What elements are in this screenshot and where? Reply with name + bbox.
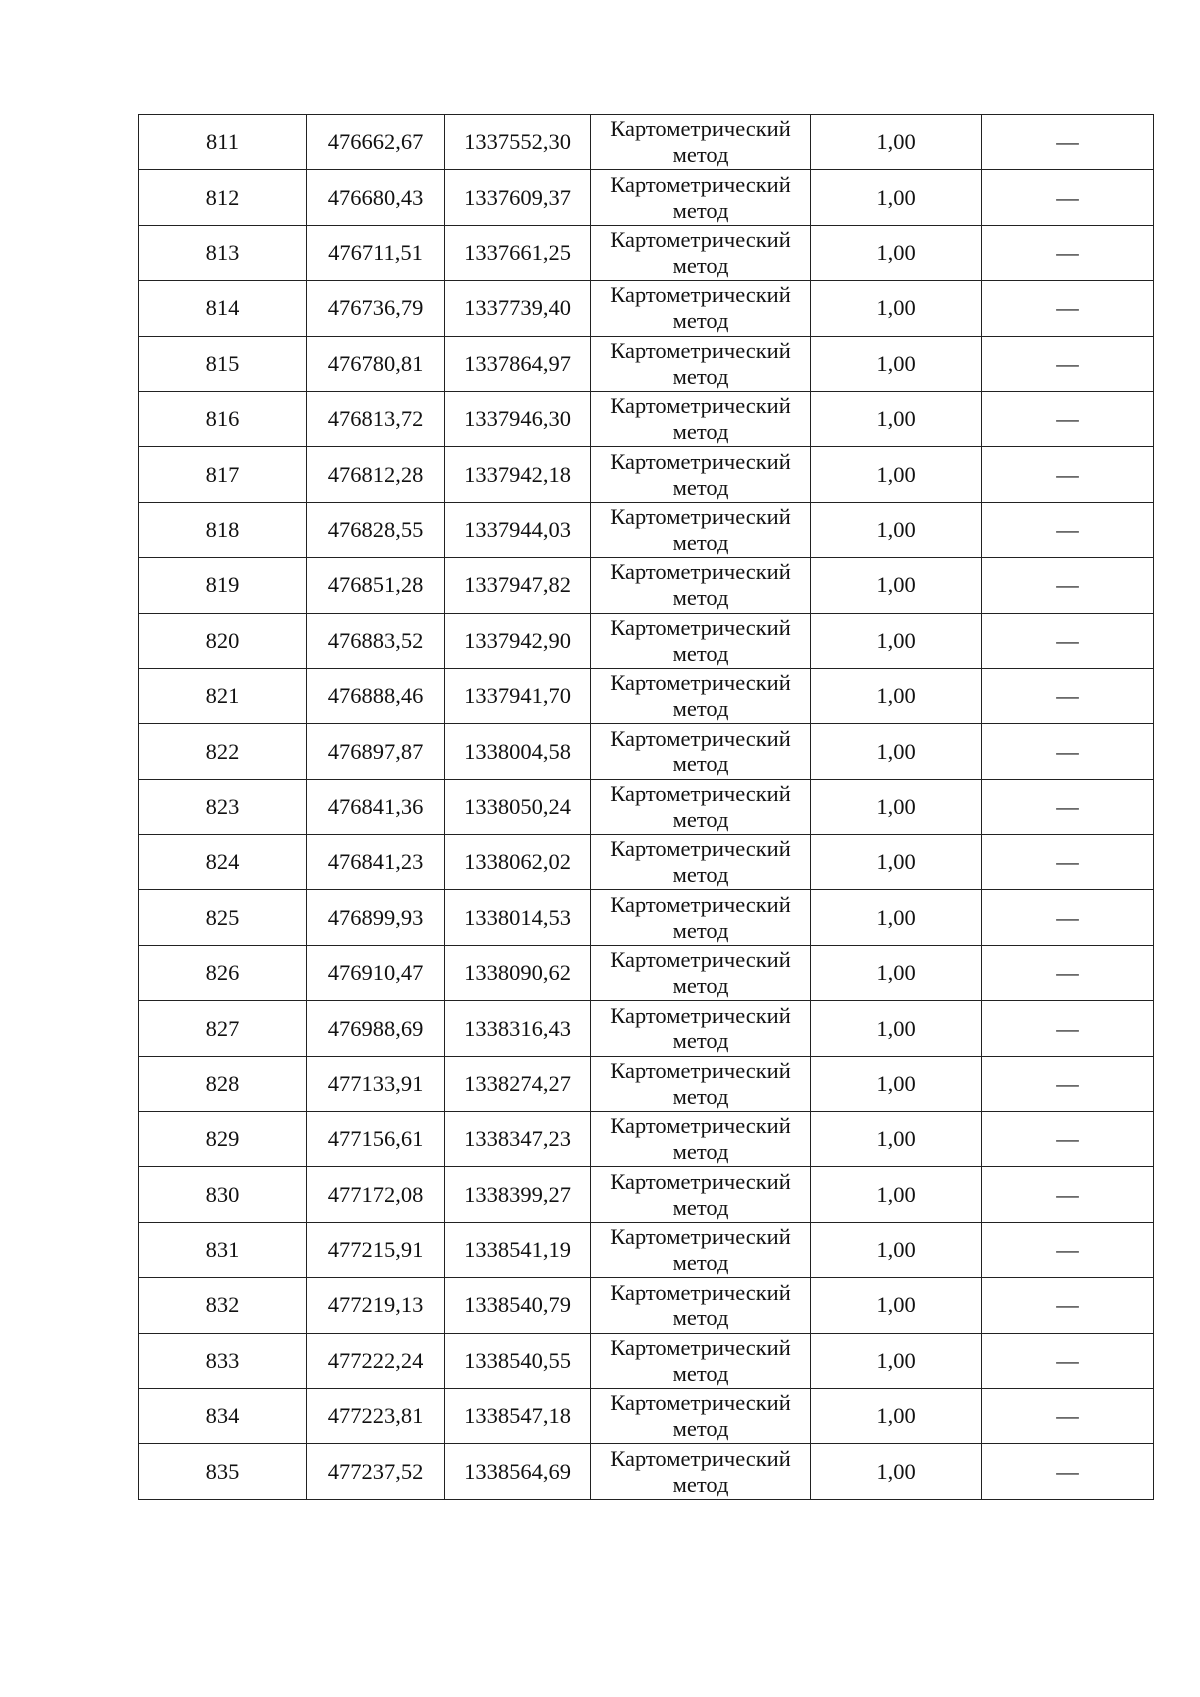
x-coordinate-cell: 476711,51	[307, 225, 445, 280]
accuracy-cell: 1,00	[811, 1278, 982, 1333]
method-text-line: Картометрический	[610, 227, 791, 253]
method-cell	[591, 502, 811, 557]
note-cell	[982, 1333, 1154, 1388]
table-row	[139, 668, 1154, 723]
method-cell	[591, 1056, 811, 1111]
method-text-line: Картометрический	[610, 725, 791, 751]
x-coordinate-cell: 476897,87	[307, 724, 445, 779]
table-row	[139, 502, 1154, 557]
dash-mark: —	[1056, 184, 1079, 210]
x-coordinate-cell: 476680,43	[307, 170, 445, 225]
note-cell	[982, 447, 1154, 502]
method-text-line: Картометрический	[610, 1224, 791, 1250]
note-cell	[982, 225, 1154, 280]
x-coordinate-cell: 476883,52	[307, 613, 445, 668]
table-row	[139, 613, 1154, 668]
dash-mark: —	[1056, 461, 1079, 487]
method-text-line: метод	[672, 1028, 729, 1054]
method-text-line: метод	[672, 1139, 729, 1165]
y-coordinate-cell: 1338541,19	[445, 1222, 591, 1277]
y-coordinate-cell: 1338050,24	[445, 779, 591, 834]
accuracy-cell: 1,00	[811, 613, 982, 668]
dash-mark: —	[1056, 129, 1079, 155]
dash-mark: —	[1056, 1458, 1079, 1484]
method-text-line: Картометрический	[610, 1168, 791, 1194]
table-row	[139, 1444, 1154, 1499]
method-cell	[591, 945, 811, 1000]
method-text-line: метод	[672, 1194, 729, 1220]
point-number-cell: 826	[139, 945, 307, 1000]
method-text-line: Картометрический	[610, 947, 791, 973]
x-coordinate-cell: 476780,81	[307, 336, 445, 391]
table-row	[139, 447, 1154, 502]
method-cell	[591, 1001, 811, 1056]
method-cell	[591, 1388, 811, 1443]
accuracy-cell: 1,00	[811, 115, 982, 170]
dash-mark: —	[1056, 406, 1079, 432]
y-coordinate-cell: 1338062,02	[445, 835, 591, 890]
point-number-cell: 818	[139, 502, 307, 557]
table-row	[139, 336, 1154, 391]
y-coordinate-cell: 1338564,69	[445, 1444, 591, 1499]
table-row	[139, 170, 1154, 225]
method-text-line: метод	[672, 751, 729, 777]
accuracy-cell: 1,00	[811, 170, 982, 225]
method-cell	[591, 225, 811, 280]
method-text-line: Картометрический	[610, 1334, 791, 1360]
y-coordinate-cell: 1337947,82	[445, 558, 591, 613]
method-text-line: метод	[672, 1360, 729, 1386]
accuracy-cell: 1,00	[811, 225, 982, 280]
x-coordinate-cell: 477223,81	[307, 1388, 445, 1443]
table-row	[139, 1167, 1154, 1222]
table-row	[139, 945, 1154, 1000]
accuracy-cell: 1,00	[811, 1001, 982, 1056]
method-cell	[591, 1444, 811, 1499]
method-text-line: метод	[672, 1250, 729, 1275]
note-cell	[982, 890, 1154, 945]
table-row	[139, 1388, 1154, 1443]
note-cell	[982, 1444, 1154, 1499]
point-number-cell: 828	[139, 1056, 307, 1111]
accuracy-cell: 1,00	[811, 336, 982, 391]
dash-mark: —	[1056, 516, 1079, 542]
y-coordinate-cell: 1338547,18	[445, 1388, 591, 1443]
table-row	[139, 779, 1154, 834]
method-text-line: метод	[672, 142, 729, 168]
method-cell	[591, 1278, 811, 1333]
y-coordinate-cell: 1337609,37	[445, 170, 591, 225]
x-coordinate-cell: 476988,69	[307, 1001, 445, 1056]
dash-mark: —	[1056, 1070, 1079, 1096]
accuracy-cell: 1,00	[811, 1222, 982, 1277]
table-row	[139, 890, 1154, 945]
point-number-cell: 830	[139, 1167, 307, 1222]
point-number-cell: 835	[139, 1444, 307, 1499]
y-coordinate-cell: 1337944,03	[445, 502, 591, 557]
method-text-line: Картометрический	[610, 559, 791, 585]
x-coordinate-cell: 476828,55	[307, 502, 445, 557]
note-cell	[982, 558, 1154, 613]
point-number-cell: 816	[139, 391, 307, 446]
method-text-line: метод	[672, 917, 729, 943]
note-cell	[982, 1001, 1154, 1056]
method-text-line: Картометрический	[610, 171, 791, 197]
y-coordinate-cell: 1337946,30	[445, 391, 591, 446]
x-coordinate-cell: 476899,93	[307, 890, 445, 945]
dash-mark: —	[1056, 1292, 1079, 1318]
table-row	[139, 1001, 1154, 1056]
dash-mark: —	[1056, 627, 1079, 653]
y-coordinate-cell: 1337739,40	[445, 281, 591, 336]
table-row	[139, 1333, 1154, 1388]
dash-mark: —	[1056, 1181, 1079, 1207]
note-cell	[982, 724, 1154, 779]
y-coordinate-cell: 1337942,18	[445, 447, 591, 502]
y-coordinate-cell: 1338399,27	[445, 1167, 591, 1222]
point-number-cell: 829	[139, 1112, 307, 1167]
point-number-cell: 831	[139, 1222, 307, 1277]
method-text-line: Картометрический	[610, 891, 791, 917]
method-cell	[591, 391, 811, 446]
note-cell	[982, 613, 1154, 668]
method-text-line: Картометрический	[610, 1279, 791, 1305]
method-text-line: метод	[672, 363, 729, 389]
method-cell	[591, 558, 811, 613]
dash-mark: —	[1056, 350, 1079, 376]
accuracy-cell: 1,00	[811, 558, 982, 613]
x-coordinate-cell: 477172,08	[307, 1167, 445, 1222]
accuracy-cell: 1,00	[811, 1112, 982, 1167]
method-cell	[591, 1222, 811, 1277]
method-text-line: Картометрический	[610, 1390, 791, 1416]
point-number-cell: 811	[139, 115, 307, 170]
table-row	[139, 225, 1154, 280]
table-row	[139, 115, 1154, 170]
method-text-line: Картометрический	[610, 116, 791, 142]
accuracy-cell: 1,00	[811, 502, 982, 557]
table-row	[139, 391, 1154, 446]
note-cell	[982, 1222, 1154, 1277]
method-text-line: Картометрический	[610, 1445, 791, 1471]
method-text-line: метод	[672, 1471, 729, 1497]
method-text-line: метод	[672, 1083, 729, 1109]
method-text-line: Картометрический	[610, 1002, 791, 1028]
x-coordinate-cell: 477219,13	[307, 1278, 445, 1333]
method-text-line: метод	[672, 197, 729, 223]
x-coordinate-cell: 477222,24	[307, 1333, 445, 1388]
accuracy-cell: 1,00	[811, 890, 982, 945]
x-coordinate-cell: 476841,23	[307, 835, 445, 890]
method-text-line: Картометрический	[610, 670, 791, 696]
method-cell	[591, 1333, 811, 1388]
method-text-line: Картометрический	[610, 1113, 791, 1139]
dash-mark: —	[1056, 960, 1079, 986]
point-number-cell: 820	[139, 613, 307, 668]
note-cell	[982, 1278, 1154, 1333]
y-coordinate-cell: 1338347,23	[445, 1112, 591, 1167]
method-cell	[591, 281, 811, 336]
accuracy-cell: 1,00	[811, 391, 982, 446]
note-cell	[982, 835, 1154, 890]
accuracy-cell: 1,00	[811, 945, 982, 1000]
accuracy-cell: 1,00	[811, 1056, 982, 1111]
point-number-cell: 812	[139, 170, 307, 225]
note-cell	[982, 1112, 1154, 1167]
note-cell	[982, 170, 1154, 225]
method-text-line: метод	[672, 1305, 729, 1331]
note-cell	[982, 945, 1154, 1000]
dash-mark: —	[1056, 1403, 1079, 1429]
point-number-cell: 821	[139, 668, 307, 723]
y-coordinate-cell: 1337864,97	[445, 336, 591, 391]
table-row	[139, 835, 1154, 890]
table-row	[139, 1222, 1154, 1277]
x-coordinate-cell: 476812,28	[307, 447, 445, 502]
x-coordinate-cell: 477156,61	[307, 1112, 445, 1167]
method-cell	[591, 1112, 811, 1167]
y-coordinate-cell: 1337942,90	[445, 613, 591, 668]
y-coordinate-cell: 1338004,58	[445, 724, 591, 779]
point-number-cell: 834	[139, 1388, 307, 1443]
dash-mark: —	[1056, 1347, 1079, 1373]
x-coordinate-cell: 476888,46	[307, 668, 445, 723]
accuracy-cell: 1,00	[811, 1444, 982, 1499]
method-text-line: Картометрический	[610, 781, 791, 806]
x-coordinate-cell: 477237,52	[307, 1444, 445, 1499]
note-cell	[982, 391, 1154, 446]
accuracy-cell: 1,00	[811, 447, 982, 502]
method-text-line: метод	[672, 806, 729, 832]
x-coordinate-cell: 476736,79	[307, 281, 445, 336]
method-text-line: Картометрический	[610, 1057, 791, 1083]
note-cell	[982, 779, 1154, 834]
method-text-line: Картометрический	[610, 614, 791, 640]
method-cell	[591, 668, 811, 723]
method-cell	[591, 835, 811, 890]
method-cell	[591, 890, 811, 945]
method-cell	[591, 115, 811, 170]
point-number-cell: 815	[139, 336, 307, 391]
method-text-line: Картометрический	[610, 836, 791, 862]
method-text-line: метод	[672, 640, 729, 666]
method-text-line: метод	[672, 419, 729, 445]
method-text-line: Картометрический	[610, 448, 791, 474]
dash-mark: —	[1056, 1237, 1079, 1263]
note-cell	[982, 1388, 1154, 1443]
x-coordinate-cell: 477215,91	[307, 1222, 445, 1277]
y-coordinate-cell: 1337661,25	[445, 225, 591, 280]
dash-mark: —	[1056, 1015, 1079, 1041]
method-cell	[591, 1167, 811, 1222]
method-text-line: Картометрический	[610, 337, 791, 363]
method-cell	[591, 613, 811, 668]
note-cell	[982, 336, 1154, 391]
method-text-line: метод	[672, 1416, 729, 1442]
table-row	[139, 724, 1154, 779]
x-coordinate-cell: 476813,72	[307, 391, 445, 446]
method-cell	[591, 336, 811, 391]
point-number-cell: 822	[139, 724, 307, 779]
point-number-cell: 814	[139, 281, 307, 336]
table-row	[139, 1056, 1154, 1111]
y-coordinate-cell: 1338090,62	[445, 945, 591, 1000]
y-coordinate-cell: 1337941,70	[445, 668, 591, 723]
y-coordinate-cell: 1338274,27	[445, 1056, 591, 1111]
y-coordinate-cell: 1338540,79	[445, 1278, 591, 1333]
dash-mark: —	[1056, 295, 1079, 321]
accuracy-cell: 1,00	[811, 779, 982, 834]
note-cell	[982, 281, 1154, 336]
point-number-cell: 832	[139, 1278, 307, 1333]
method-text-line: метод	[672, 585, 729, 611]
accuracy-cell: 1,00	[811, 1333, 982, 1388]
accuracy-cell: 1,00	[811, 1388, 982, 1443]
note-cell	[982, 668, 1154, 723]
method-cell	[591, 447, 811, 502]
dash-mark: —	[1056, 1126, 1079, 1152]
accuracy-cell: 1,00	[811, 724, 982, 779]
x-coordinate-cell: 476841,36	[307, 779, 445, 834]
y-coordinate-cell: 1338014,53	[445, 890, 591, 945]
x-coordinate-cell: 476851,28	[307, 558, 445, 613]
x-coordinate-cell: 477133,91	[307, 1056, 445, 1111]
note-cell	[982, 1056, 1154, 1111]
x-coordinate-cell: 476910,47	[307, 945, 445, 1000]
dash-mark: —	[1056, 793, 1079, 819]
table-row	[139, 1112, 1154, 1167]
accuracy-cell: 1,00	[811, 1167, 982, 1222]
note-cell	[982, 1167, 1154, 1222]
accuracy-cell: 1,00	[811, 281, 982, 336]
point-number-cell: 825	[139, 890, 307, 945]
method-text-line: метод	[672, 474, 729, 500]
point-number-cell: 813	[139, 225, 307, 280]
table-row	[139, 281, 1154, 336]
method-text-line: метод	[672, 529, 729, 555]
table-row	[139, 558, 1154, 613]
point-number-cell: 823	[139, 779, 307, 834]
point-number-cell: 827	[139, 1001, 307, 1056]
method-text-line: метод	[672, 252, 729, 278]
y-coordinate-cell: 1337552,30	[445, 115, 591, 170]
point-number-cell: 817	[139, 447, 307, 502]
method-text-line: метод	[672, 308, 729, 334]
dash-mark: —	[1056, 904, 1079, 930]
method-text-line: Картометрический	[610, 504, 791, 530]
method-text-line: метод	[672, 862, 729, 888]
dash-mark: —	[1056, 738, 1079, 764]
dash-mark: —	[1056, 849, 1079, 875]
method-cell	[591, 170, 811, 225]
table-body	[139, 115, 1154, 1500]
method-text-line: метод	[672, 973, 729, 999]
method-text-line: метод	[672, 696, 729, 722]
point-number-cell: 819	[139, 558, 307, 613]
coordinates-table	[138, 114, 1154, 1500]
point-number-cell: 833	[139, 1333, 307, 1388]
method-text-line: Картометрический	[610, 282, 791, 308]
point-number-cell: 824	[139, 835, 307, 890]
x-coordinate-cell: 476662,67	[307, 115, 445, 170]
dash-mark: —	[1056, 572, 1079, 598]
method-cell	[591, 779, 811, 834]
y-coordinate-cell: 1338540,55	[445, 1333, 591, 1388]
method-text-line: Картометрический	[610, 393, 791, 419]
accuracy-cell: 1,00	[811, 835, 982, 890]
dash-mark: —	[1056, 683, 1079, 709]
dash-mark: —	[1056, 240, 1079, 266]
note-cell	[982, 502, 1154, 557]
y-coordinate-cell: 1338316,43	[445, 1001, 591, 1056]
note-cell	[982, 115, 1154, 170]
accuracy-cell: 1,00	[811, 668, 982, 723]
table-row	[139, 1278, 1154, 1333]
method-cell	[591, 724, 811, 779]
